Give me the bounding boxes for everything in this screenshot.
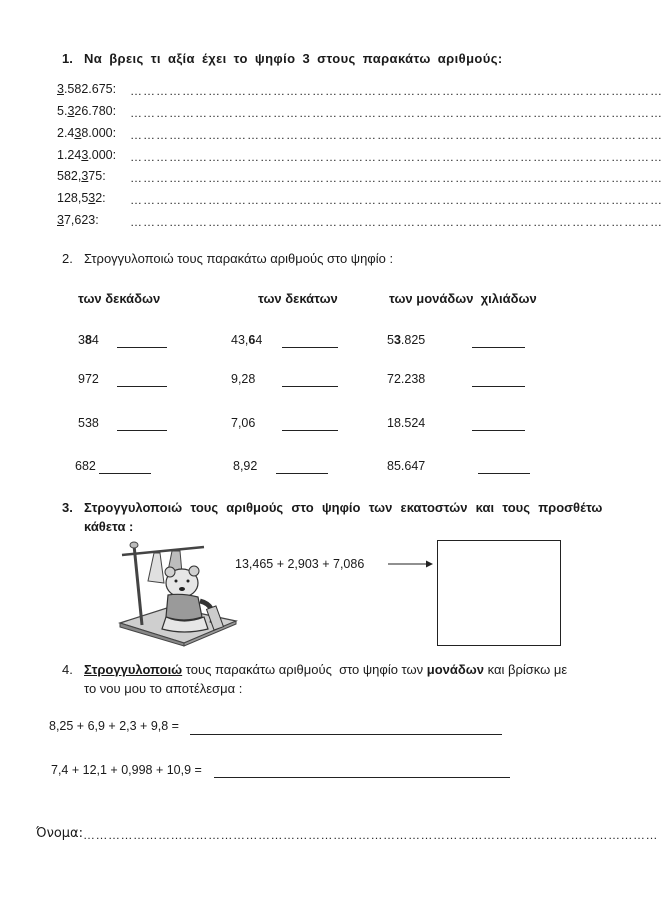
- q2-title: Στρογγυλοποιώ τους παρακάτω αριθμούς στο ψηφίο :: [84, 251, 394, 266]
- q3-title-line2: κάθετα :: [84, 519, 134, 534]
- q2-number: [78, 333, 99, 347]
- q2-number-part: .825: [400, 333, 426, 347]
- winnie-the-pooh-illustration: [112, 535, 242, 647]
- q1-number-prefix: 2.4: [57, 126, 75, 140]
- q2-header-tens: των δεκάδων: [78, 291, 161, 306]
- q2-highlighted-digit: 6: [248, 333, 256, 347]
- q1-answer-dots[interactable]: ……………………………………………………………………………………………………………: [130, 150, 663, 164]
- q2-number-part: 8,92: [233, 459, 258, 473]
- q1-number-prefix: 5.: [57, 104, 68, 118]
- q4-line2: το νου μου το αποτέλεσμα :: [84, 681, 243, 696]
- q2-answer-blank[interactable]: [282, 347, 338, 348]
- q1-answer-dots[interactable]: ……………………………………………………………………………………………………………: [130, 193, 663, 207]
- q4-answer-line-2[interactable]: [214, 777, 510, 778]
- q1-underlined-digit: 3: [88, 191, 96, 205]
- q1-underlined-digit: 3: [57, 82, 64, 96]
- q1-number-label: [57, 169, 106, 183]
- q1-underlined-digit: 3: [81, 169, 89, 183]
- q2-number: [387, 372, 425, 386]
- q2-number: [78, 416, 99, 430]
- q2-highlighted-digit: 3: [393, 333, 401, 347]
- q1-number-prefix: 582,: [57, 169, 82, 183]
- q2-number: [78, 372, 99, 386]
- q2-number-part: 9,28: [231, 372, 256, 386]
- q2-header-thousands: των μονάδων χιλιάδων: [389, 291, 537, 306]
- q2-number-part: 72.238: [387, 372, 426, 386]
- q2-number-part: 5: [387, 333, 394, 347]
- q2-number: [387, 333, 425, 347]
- q2-number: [231, 416, 255, 430]
- q2-number-part: 7,06: [231, 416, 256, 430]
- q4-line1-mid: τους παρακάτω αριθμούς στο ψηφίο των: [182, 662, 427, 677]
- name-label: Όνομα:: [36, 826, 83, 841]
- q2-number-part: 972: [78, 372, 99, 386]
- q1-number-prefix: 128,5: [57, 191, 89, 205]
- q1-underlined-digit: 3: [81, 148, 89, 162]
- q4-answer-line-1[interactable]: [190, 734, 502, 735]
- q1-number: 1.: [62, 51, 73, 66]
- q1-number-label: [57, 126, 116, 140]
- q4-round-word: Στρογγυλοποιώ: [84, 662, 183, 677]
- q4-units-word: μονάδων: [426, 662, 484, 677]
- q2-number: 2.: [62, 251, 73, 266]
- q1-number-label: [57, 191, 106, 205]
- q2-header-tenths: των δεκάτων: [258, 291, 338, 306]
- q2-number: [233, 459, 257, 473]
- q1-number-label: [57, 82, 116, 96]
- q2-number-part: 85.647: [387, 459, 426, 473]
- q2-answer-blank[interactable]: [472, 430, 525, 431]
- q1-underlined-digit: 3: [57, 213, 64, 227]
- q3-number: 3.: [62, 500, 73, 515]
- q4-number: 4.: [62, 662, 73, 677]
- q2-answer-blank[interactable]: [478, 473, 530, 474]
- q4-line1: [84, 662, 567, 677]
- q2-number-part: 4: [255, 333, 263, 347]
- q1-title: Να βρεις τι αξία έχει το ψηφίο 3 στους παρακάτω αριθμούς:: [84, 51, 503, 66]
- q3-answer-box[interactable]: [437, 540, 561, 646]
- q2-number-part: 43,: [231, 333, 249, 347]
- q1-underlined-digit: 3: [67, 104, 75, 118]
- q1-answer-dots[interactable]: ……………………………………………………………………………………………………………: [130, 128, 663, 142]
- q2-number-part: 538: [78, 416, 99, 430]
- q1-underlined-digit: 3: [74, 126, 82, 140]
- q2-highlighted-digit: 8: [84, 333, 92, 347]
- q2-number-part: 682: [75, 459, 96, 473]
- q4-expression-1: 8,25 + 6,9 + 2,3 + 9,8 =: [49, 719, 179, 733]
- q2-answer-blank[interactable]: [117, 430, 167, 431]
- q2-number: [387, 459, 425, 473]
- q3-expression: 13,465 + 2,903 + 7,086: [235, 557, 365, 571]
- q2-number: [75, 459, 96, 473]
- q1-number-suffix: .000:: [88, 148, 117, 162]
- q2-number: [231, 372, 255, 386]
- q2-number: [387, 416, 425, 430]
- q4-line1-end: και βρίσκω με: [484, 662, 568, 677]
- q3-title-line1: Στρογγυλοποιώ τους αριθμούς στο ψηφίο των εκατοστών και τους προσθέτω: [84, 500, 603, 515]
- q1-number-suffix: 7,623:: [63, 213, 99, 227]
- q2-answer-blank[interactable]: [117, 386, 167, 387]
- q2-answer-blank[interactable]: [472, 347, 525, 348]
- q2-number-part: 3: [78, 333, 85, 347]
- q2-answer-blank[interactable]: [117, 347, 167, 348]
- q1-number-suffix: 8.000:: [81, 126, 117, 140]
- q1-number-label: [57, 104, 116, 118]
- q1-number-suffix: 2:: [95, 191, 106, 205]
- q2-number-part: 4: [91, 333, 99, 347]
- q1-number-prefix: 1.24: [57, 148, 82, 162]
- q1-answer-dots[interactable]: ……………………………………………………………………………………………………………: [130, 215, 663, 229]
- q1-answer-dots[interactable]: ……………………………………………………………………………………………………………: [130, 84, 663, 98]
- q2-answer-blank[interactable]: [99, 473, 151, 474]
- q1-answer-dots[interactable]: ……………………………………………………………………………………………………………: [130, 171, 663, 185]
- q4-expression-2: 7,4 + 12,1 + 0,998 + 10,9 =: [51, 763, 202, 777]
- q1-answer-dots[interactable]: ……………………………………………………………………………………………………………: [130, 106, 663, 120]
- q1-number-label: [57, 148, 116, 162]
- q1-number-label: [57, 213, 99, 227]
- q2-answer-blank[interactable]: [472, 386, 525, 387]
- q2-answer-blank[interactable]: [276, 473, 328, 474]
- q1-number-suffix: 26.780:: [74, 104, 117, 118]
- q2-answer-blank[interactable]: [282, 386, 338, 387]
- q1-number-suffix: .582.675:: [63, 82, 117, 96]
- q1-number-suffix: 75:: [88, 169, 106, 183]
- name-field[interactable]: …………………………………………………………………………………………………………………………: [83, 828, 658, 842]
- arrow-right-icon: [388, 558, 434, 570]
- q2-number: [231, 333, 262, 347]
- q2-answer-blank[interactable]: [282, 430, 338, 431]
- q2-number-part: 18.524: [387, 416, 426, 430]
